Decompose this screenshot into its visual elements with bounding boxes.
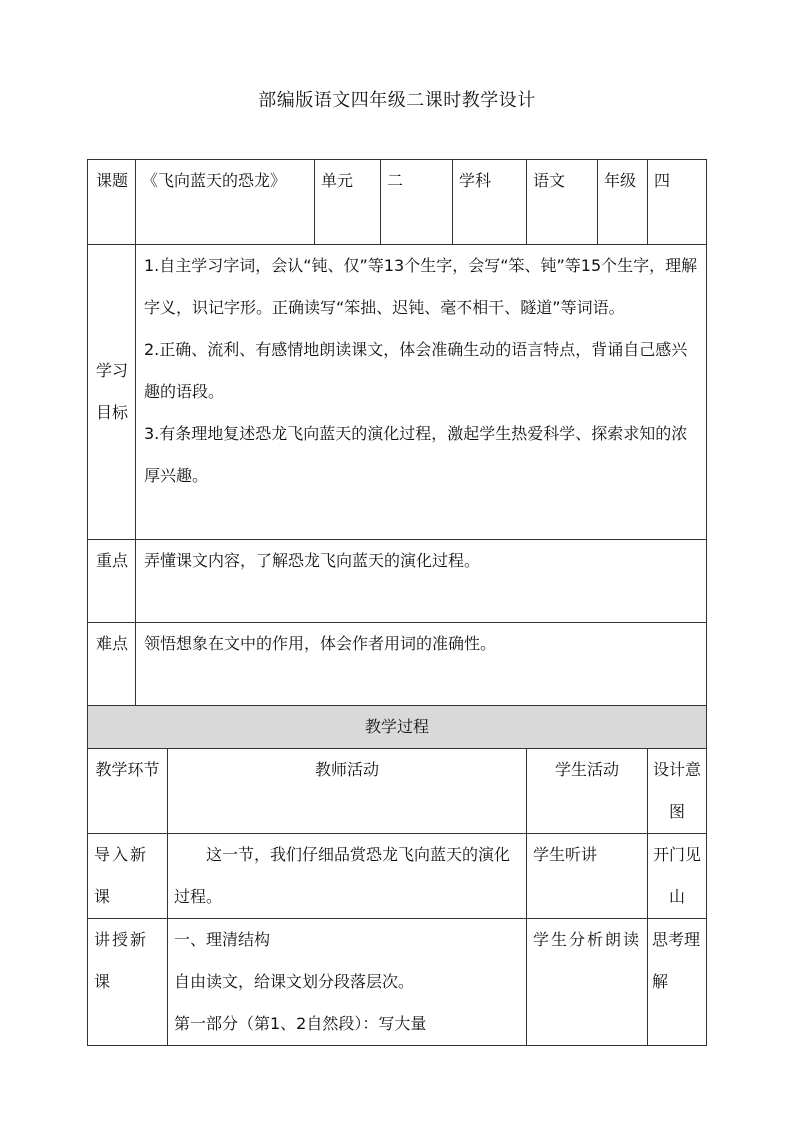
stage-cell: 讲授新课	[88, 919, 168, 1046]
teacher-line: 自由读文，给课文划分段落层次。	[174, 972, 415, 991]
table-row	[88, 919, 707, 1046]
teacher-cell: 这一节，我们仔细品赏恐龙飞向蓝天的演化过程。	[168, 834, 527, 919]
lesson-label: 课题	[88, 160, 136, 245]
intent-cell: 思考理解	[648, 919, 707, 1046]
column-intent: 设计意图	[648, 749, 707, 834]
intent-cell: 开门见山	[648, 834, 707, 919]
grade-label: 年级	[598, 160, 648, 245]
goal-item: 2.正确、流利、有感情地朗读课文，体会准确生动的语言特点，背诵自己感兴趣的语段。	[144, 340, 688, 401]
process-header: 教学过程	[88, 706, 707, 749]
unit-value: 二	[381, 160, 453, 245]
difficulty-label: 难点	[88, 623, 136, 706]
teacher-cell	[168, 919, 527, 1046]
teacher-line: 第一部分（第1、2自然段）：写大量	[174, 1014, 427, 1033]
goals-row	[88, 245, 707, 540]
process-header-row	[88, 706, 707, 749]
page-title: 部编版语文四年级二课时教学设计	[258, 90, 536, 111]
column-stage: 教学环节	[88, 749, 168, 834]
difficulty-row	[88, 623, 707, 706]
goal-item: 3.有条理地复述恐龙飞向蓝天的演化过程，激起学生热爱科学、探索求知的浓厚兴趣。	[144, 424, 688, 485]
column-student: 学生活动	[527, 749, 648, 834]
grade-value: 四	[648, 160, 707, 245]
lesson-plan-table	[87, 159, 707, 1046]
goal-item: 1.自主学习字词，会认“钝、仅”等13个生字，会写“笨、钝”等15个生字，理解字义，识记字形。正确读写“笨拙、迟钝、毫不相干、隧道”等词语。	[144, 256, 698, 317]
column-teacher: 教师活动	[168, 749, 527, 834]
student-cell: 学生听讲	[527, 834, 648, 919]
key-point-text: 弄懂课文内容，了解恐龙飞向蓝天的演化过程。	[136, 540, 707, 623]
key-point-label: 重点	[88, 540, 136, 623]
teacher-line: 一、理清结构	[174, 930, 271, 949]
goals-content	[136, 245, 707, 540]
process-columns-row	[88, 749, 707, 834]
student-cell: 学生分析朗读	[527, 919, 648, 1046]
lesson-value: 《飞向蓝天的恐龙》	[136, 160, 315, 245]
info-row	[88, 160, 707, 245]
subject-label: 学科	[453, 160, 527, 245]
unit-label: 单元	[315, 160, 381, 245]
difficulty-text: 领悟想象在文中的作用，体会作者用词的准确性。	[136, 623, 707, 706]
goals-label: 学习目标	[88, 245, 136, 540]
table-row	[88, 834, 707, 919]
key-point-row	[88, 540, 707, 623]
subject-value: 语文	[527, 160, 598, 245]
stage-cell: 导入新课	[88, 834, 168, 919]
